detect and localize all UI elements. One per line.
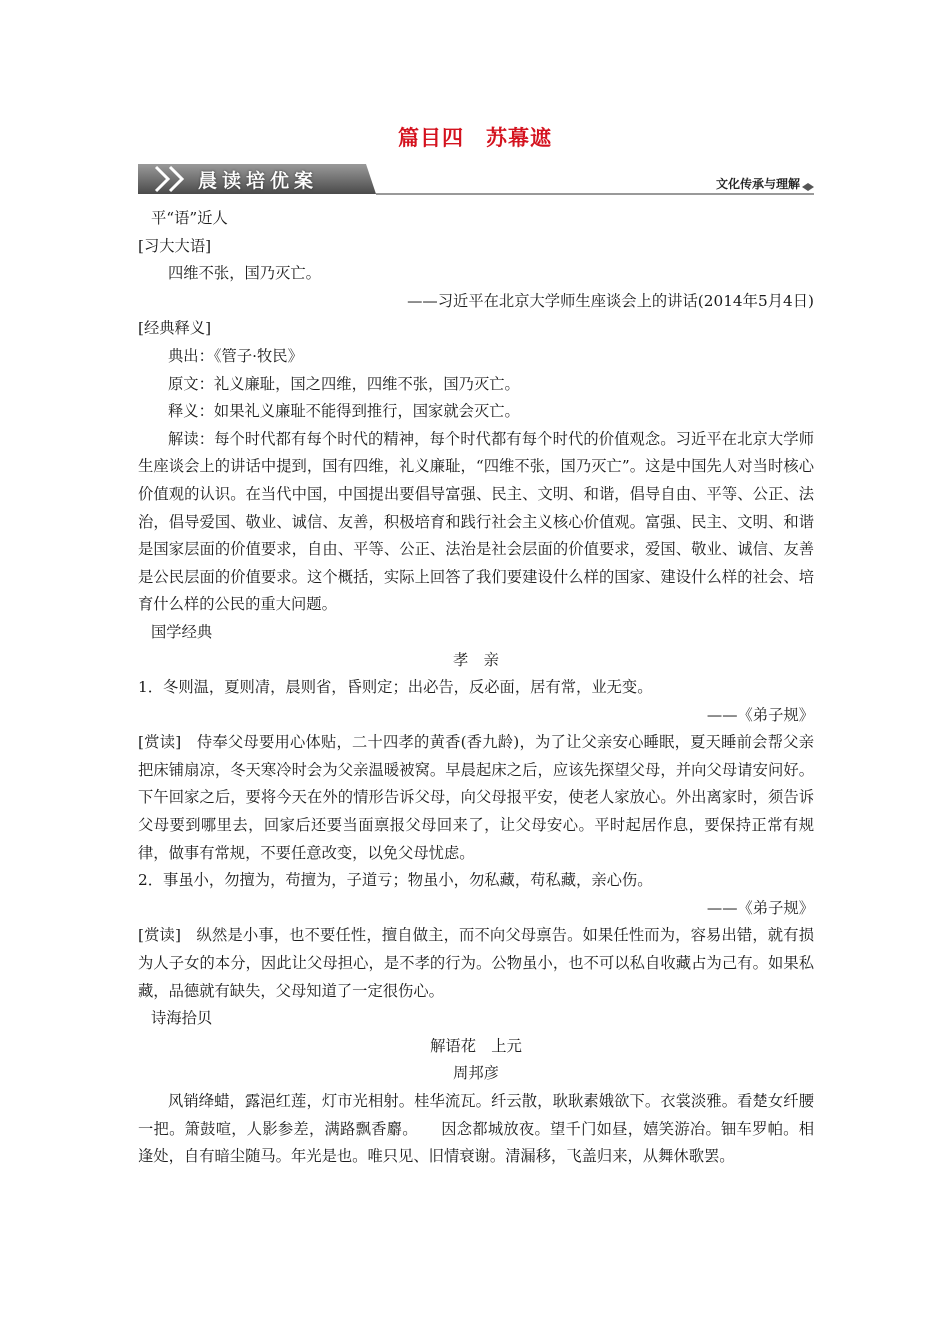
page-title: 篇目四 苏幕遮 bbox=[398, 126, 552, 150]
poem-text: 风销绛蜡，露浥红莲，灯市光相射。桂华流瓦。纤云散，耿耿素娥欲下。衣裳淡雅。看楚女纤腰一把。箫鼓喧，人影参差，满路飘香麝。 因念都城放夜。望千门如昼，嬉笑游冶。钿车罗帕。相逢处，自有暗尘随马。年光是也。唯只见、旧情衰谢。清漏移，飞盖归来，从舞休歌罢。 bbox=[138, 1092, 814, 1166]
section-heading-2: 国学经典 bbox=[151, 622, 213, 641]
document-body bbox=[138, 205, 814, 1171]
section-banner bbox=[138, 162, 814, 196]
classic-subtitle: 孝 亲 bbox=[453, 650, 499, 669]
banner-label: 晨读培优案 bbox=[198, 170, 319, 192]
classic-item-2-source: ——《弟子规》 bbox=[706, 898, 814, 917]
banner-right-label: 文化传承与理解 bbox=[715, 177, 800, 191]
poem-title: 解语花 上元 bbox=[430, 1036, 522, 1055]
quote-text: 四维不张，国乃灭亡。 bbox=[168, 264, 321, 283]
classic-item-1-source: ——《弟子规》 bbox=[706, 705, 814, 724]
section-heading-3: 诗海拾贝 bbox=[151, 1009, 213, 1028]
classic-item-1-reading: [赏读] 侍奉父母要用心体贴，二十四孝的黄香(香九龄)，为了让父亲安心睡眠，夏天睡前会帮父亲把床铺扇凉，冬天寒冷时会为父亲温暖被窝。早晨起床之后，应该先探望父母，并向父母请安问好。下午回家之后，要将今天在外的情形告诉父母，向父母报平安，使老人家放心。外出离家时，须告诉父母要到哪里去，回家后还要当面禀报父母回来了，让父母安心。平时起居作息，要保持正常有规律，做事有常规，不要任意改变，以免父母忧虑。 bbox=[138, 733, 814, 862]
meaning-text: 释义：如果礼义廉耻不能得到推行，国家就会灭亡。 bbox=[168, 402, 520, 421]
origin-line: 典出：《管子·牧民》 bbox=[168, 346, 303, 365]
quote-source: ——习近平在北京大学师生座谈会上的讲话(2014年5月4日) bbox=[407, 291, 814, 310]
poem-author: 周邦彦 bbox=[453, 1064, 499, 1083]
original-text: 原文：礼义廉耻，国之四维，四维不张，国乃灭亡。 bbox=[168, 374, 520, 393]
interpretation-paragraph: 解读：每个时代都有每个时代的精神，每个时代都有每个时代的价值观念。习近平在北京大学师生座谈会上的讲话中提到，国有四维，礼义廉耻，“四维不张，国乃灭亡”。这是中国先人对当时核心价值观的认识。在当代中国，中国提出要倡导富强、民主、文明、和谐，倡导自由、平等、公正、法治，倡导爱国、敬业、诚信、友善，积极培育和践行社会主义核心价值观。富强、民主、文明、和谐是国家层面的价值要求，自由、平等、公正、法治是社会层面的价值要求，爱国、敬业、诚信、友善是公民层面的价值要求。这个概括，实际上回答了我们要建设什么样的国家、建设什么样的社会、培育什么样的公民的重大问题。 bbox=[138, 429, 814, 614]
classic-item-2: 2．事虽小，勿擅为，苟擅为，子道亏；物虽小，勿私藏，苟私藏，亲心伤。 bbox=[138, 871, 653, 890]
classic-item-1: 1．冬则温，夏则凊，晨则省，昏则定；出必告，反必面，居有常，业无变。 bbox=[138, 678, 653, 697]
section-heading-1: 平“语”近人 bbox=[151, 209, 228, 227]
classic-item-2-reading: [赏读] 纵然是小事，也不要任性，擅自做主，而不向父母禀告。如果任性而为，容易出错，就有损为人子女的本分，因此让父母担心，是不孝的行为。公物虽小，也不可以私自收藏占为己有。如果私藏，品德就有缺失，父母知道了一定很伤心。 bbox=[138, 926, 814, 1000]
subheading-classic-explanation: [经典释义] bbox=[138, 319, 212, 338]
subheading-xi-quote: [习大大语] bbox=[138, 236, 212, 255]
